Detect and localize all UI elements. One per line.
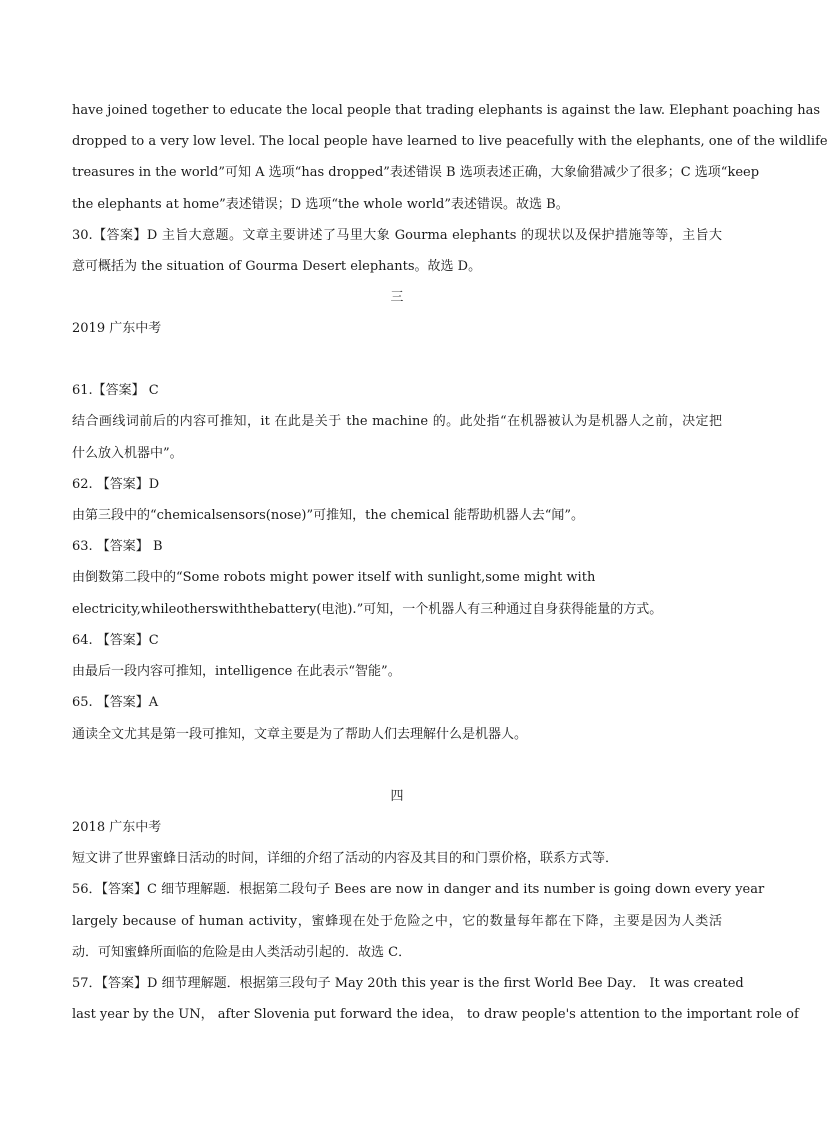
answer-56-line: 动．可知蜜蜂所面临的危险是由人类活动引起的．故选 C． <box>72 945 412 960</box>
section-source-3: 2019 广东中考 <box>72 321 162 336</box>
answer-57-line: 57．【答案】D 细节理解题．根据第三段句子 May 20th this year is the first World Bee Day． It was created <box>72 976 744 991</box>
answer-line: 63. 【答案】 B <box>72 539 163 554</box>
paragraph-line: have joined together to educate the local people that trading elephants is against the law. Elephant poaching has <box>72 103 821 118</box>
answer-line: 结合画线词前后的内容可推知，it 在此是关于 the machine 的。此处指“在机器被认为是机器人之前，决定把 <box>72 414 722 429</box>
answer-line: 61.【答案】 C <box>72 383 159 398</box>
summary-line: 短文讲了世界蜜蜂日活动的时间，详细的介绍了活动的内容及其目的和门票价格，联系方式等． <box>72 851 619 866</box>
answer-56-line: largely because of human activity，蜜蜂现在处于危险之中，它的数量每年都在下降，主要是因为人类活 <box>72 914 722 929</box>
paragraph-line: treasures in the world”可知 A 选项“has dropped”表述错误 B 选项表述正确，大象偷猎减少了很多；C 选项“keep <box>72 165 760 180</box>
answer-line: 由倒数第二段中的“Some robots might power itself with sunlight,some might with <box>72 570 596 585</box>
answer-line: electricity,whileotherswiththebattery(电池).”可知，一个机器人有三种通过自身获得能量的方式。 <box>72 602 663 617</box>
paragraph-line: dropped to a very low level. The local people have learned to live peacefully with the elephants, one of the wildlife <box>72 134 828 149</box>
section-source-4: 2018 广东中考 <box>72 820 162 835</box>
answer-30-line: 意可概括为 the situation of Gourma Desert elephants。故选 D。 <box>72 259 482 274</box>
answer-line: 62. 【答案】D <box>72 477 160 492</box>
paragraph-line: the elephants at home”表述错误；D 选项“the whole world”表述错误。故选 B。 <box>72 197 569 212</box>
section-heading-3: 三 <box>390 290 404 305</box>
answer-line: 64. 【答案】C <box>72 633 159 648</box>
answer-line: 通读全文尤其是第一段可推知，文章主要是为了帮助人们去理解什么是机器人。 <box>72 727 528 742</box>
answer-line: 由最后一段内容可推知，intelligence 在此表示“智能”。 <box>72 664 401 679</box>
answer-line: 65. 【答案】A <box>72 695 159 710</box>
answer-57-line: last year by the UN， after Slovenia put forward the idea， to draw people's attention to the important role of <box>72 1007 799 1022</box>
answer-line: 由第三段中的“chemicalsensors(nose)”可推知，the chemical 能帮助机器人去“闻”。 <box>72 508 585 523</box>
answer-line: 什么放入机器中”。 <box>72 446 183 461</box>
answer-30-line: 30.【答案】D 主旨大意题。文章主要讲述了马里大象 Gourma elephants 的现状以及保护措施等等，主旨大 <box>72 228 722 243</box>
answer-56-line: 56．【答案】C 细节理解题．根据第二段句子 Bees are now in danger and its number is going down every year <box>72 882 765 897</box>
section-heading-4: 四 <box>390 789 404 804</box>
